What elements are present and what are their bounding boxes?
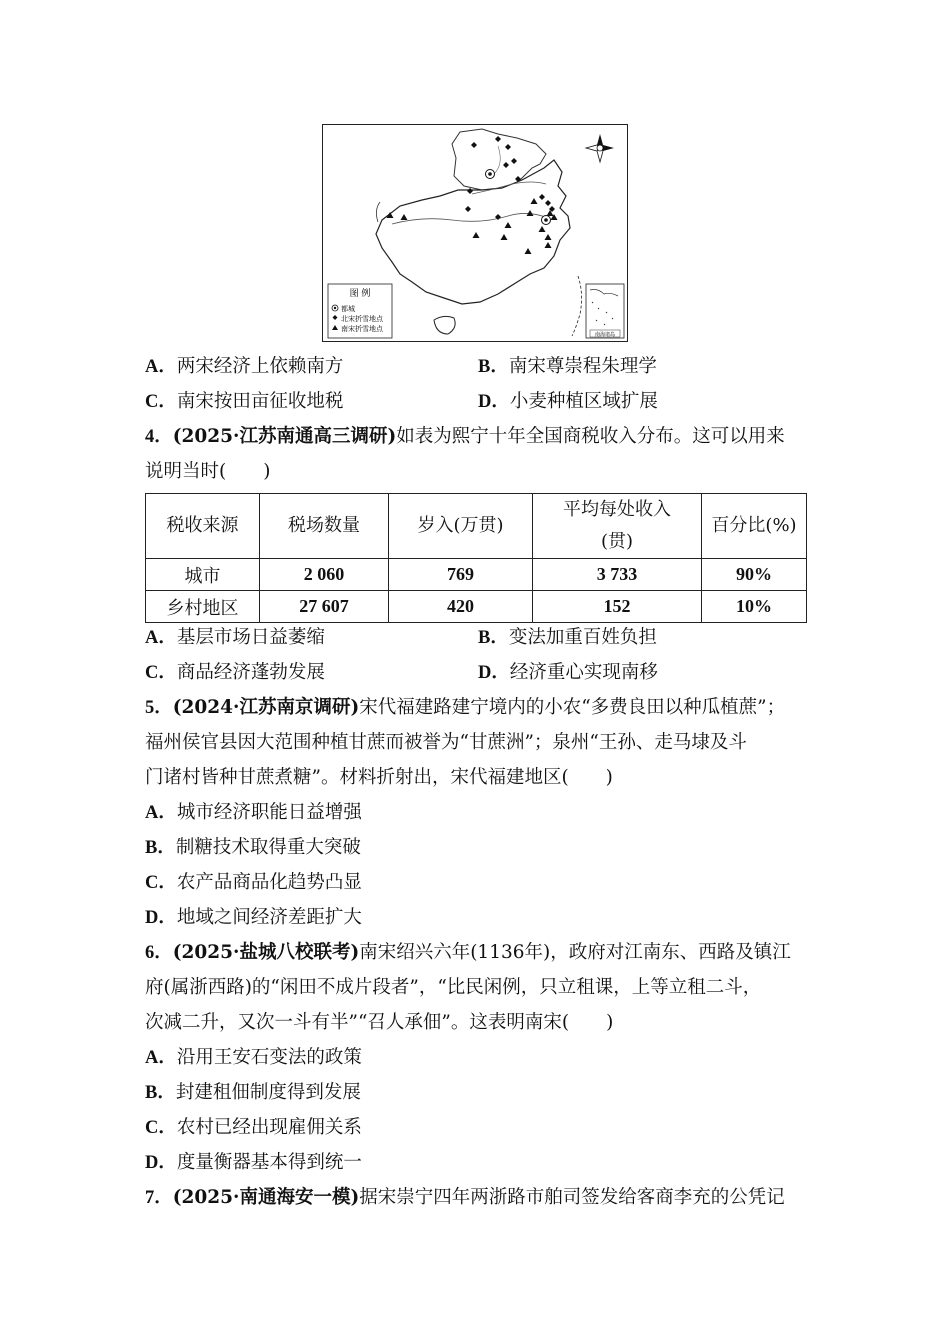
legend-item-southern-song: 南宋折雪地点 xyxy=(341,325,383,333)
q6-option-d[interactable]: D．度量衡器基本得到统一 xyxy=(145,1152,362,1173)
q4-options-row-2 xyxy=(145,661,825,685)
map-legend xyxy=(328,284,392,338)
legend-item-northern-song: 北宋折雪地点 xyxy=(341,315,383,323)
header-tax-source: 税收来源 xyxy=(146,494,260,559)
q5-option-b[interactable]: B．制糖技术取得重大突破 xyxy=(145,837,361,858)
header-percentage: 百分比(%) xyxy=(702,494,807,559)
capital-linan-marker xyxy=(542,216,551,225)
table-row: 城市 2 060 769 3 733 90% xyxy=(146,559,807,591)
legend-item-capital: 都城 xyxy=(341,305,355,313)
inset-label: 南海诸岛 xyxy=(594,332,616,338)
q4-option-a[interactable]: A．基层市场日益萎缩 xyxy=(145,627,325,648)
q6-stem-line-2: 府(属浙西路)的“闲田不成片段者”，“比民闲例，只立租课，上等立租二斗， xyxy=(145,977,762,998)
commercial-tax-table xyxy=(145,493,807,623)
song-snow-map-figure xyxy=(322,124,628,342)
q4-option-b[interactable]: B．变法加重百姓负担 xyxy=(478,627,657,648)
q5-stem-line-2: 福州侯官县因大范围种植甘蔗而被誉为“甘蔗洲”；泉州“王孙、走马埭及斗 xyxy=(145,732,747,753)
q4-options-row-1 xyxy=(145,626,825,650)
q3-options-row-2 xyxy=(145,390,825,414)
q3-option-d[interactable]: D．小麦种植区域扩展 xyxy=(478,391,658,412)
q6-option-c[interactable]: C．农村已经出现雇佣关系 xyxy=(145,1117,362,1138)
q4-number: 4． xyxy=(145,427,173,447)
q3-option-b[interactable]: B．南宋尊崇程朱理学 xyxy=(478,356,657,377)
q4-option-c[interactable]: C．商品经济蓬勃发展 xyxy=(145,662,325,683)
q6-source: (2025·盐城八校联考) xyxy=(172,942,360,963)
q3-option-a[interactable]: A．两宋经济上依赖南方 xyxy=(145,356,344,377)
q5-option-d[interactable]: D．地域之间经济差距扩大 xyxy=(145,907,362,928)
q4-option-d[interactable]: D．经济重心实现南移 xyxy=(478,662,658,683)
q4-stem-line-1: 4．(2025·江苏南通高三调研)如表为熙宁十年全国商税收入分布。这可以用来 xyxy=(145,426,785,447)
capital-kaifeng-marker xyxy=(486,170,495,179)
q6-stem-line-3: 次减二升，又次一斗有半”“召人承佃”。这表明南宋( ) xyxy=(145,1012,614,1033)
q5-source: (2024·江苏南京调研) xyxy=(172,697,360,718)
q5-option-c[interactable]: C．农产品商品化趋势凸显 xyxy=(145,872,362,893)
q6-option-a[interactable]: A．沿用王安石变法的政策 xyxy=(145,1047,362,1068)
song-snow-map xyxy=(322,124,628,342)
q7-stem-line-1: 7．(2025·南通海安一模)据宋崇宁四年两浙路市舶司签发给客商李充的公凭记 xyxy=(145,1187,785,1208)
header-tax-site-count: 税场数量 xyxy=(260,494,389,559)
q4-source: (2025·江苏南通高三调研) xyxy=(172,426,397,447)
legend-title: 图 例 xyxy=(349,289,371,299)
q7-source: (2025·南通海安一模) xyxy=(172,1187,360,1208)
q3-option-c[interactable]: C．南宋按田亩征收地税 xyxy=(145,391,344,412)
south-china-sea-inset xyxy=(586,284,624,338)
q5-option-a[interactable]: A．城市经济职能日益增强 xyxy=(145,802,362,823)
q6-number: 6． xyxy=(145,943,173,963)
q5-stem-line-3: 门诸村皆种甘蔗煮糖”。材料折射出，宋代福建地区( ) xyxy=(145,767,613,788)
q7-number: 7． xyxy=(145,1188,173,1208)
header-avg-income: 平均每处收入 (贯) xyxy=(533,494,702,559)
q5-number: 5． xyxy=(145,698,173,718)
table-header-row xyxy=(146,494,807,559)
q3-options-row-1 xyxy=(145,355,825,379)
table-row: 乡村地区 27 607 420 152 10% xyxy=(146,591,807,623)
q5-stem-line-1: 5．(2024·江苏南京调研)宋代福建路建宁境内的小农“多费良田以种瓜植蔗”； xyxy=(145,697,786,718)
q6-option-b[interactable]: B．封建租佃制度得到发展 xyxy=(145,1082,361,1103)
q4-stem-line-2: 说明当时( ) xyxy=(145,461,271,482)
header-annual-revenue: 岁入(万贯) xyxy=(389,494,533,559)
q6-stem-line-1: 6．(2025·盐城八校联考)南宋绍兴六年(1136年)，政府对江南东、西路及镇江 xyxy=(145,942,791,963)
